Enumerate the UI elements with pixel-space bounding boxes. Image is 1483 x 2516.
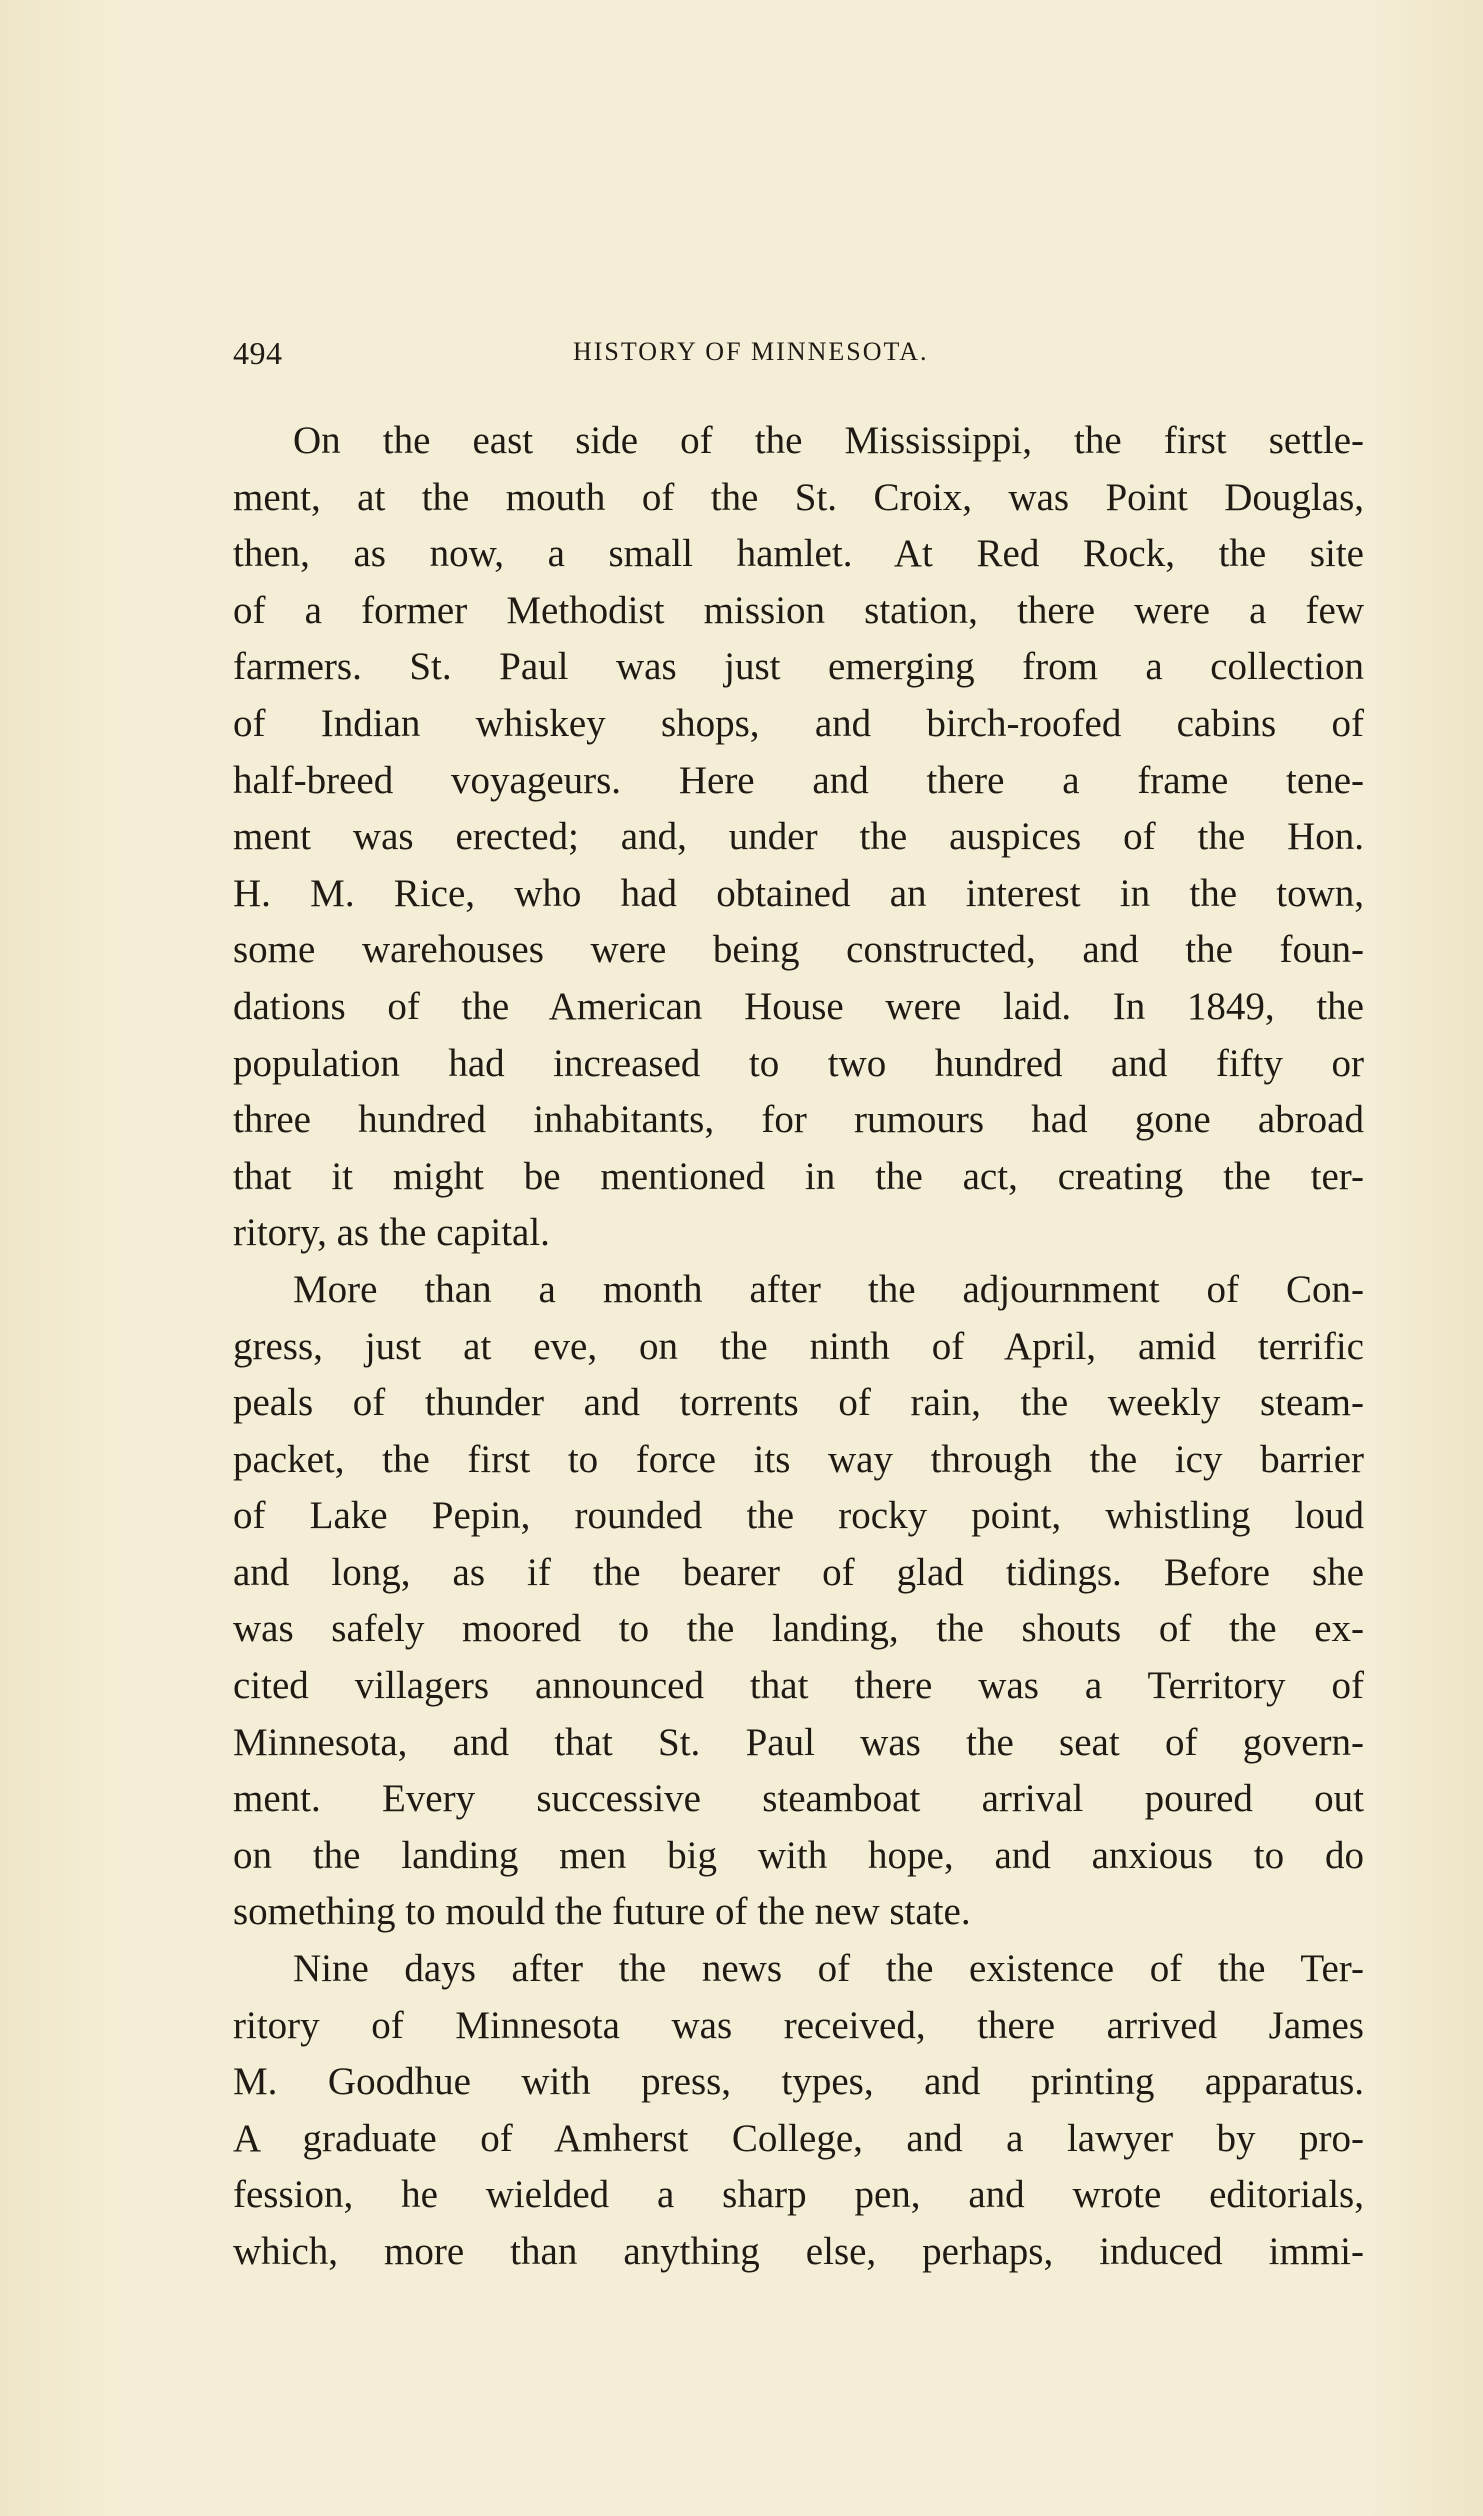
text-line: of Lake Pepin, rounded the rocky point, whistling loud xyxy=(233,1494,1364,1538)
paragraph-3 xyxy=(233,1941,1364,2281)
text-line: ment was erected; and, under the auspices of the Hon. xyxy=(233,815,1364,859)
body-text xyxy=(233,413,1364,2281)
text-line: some warehouses were being constructed, and the foun- xyxy=(233,928,1364,972)
text-line: gress, just at eve, on the ninth of April, amid terrific xyxy=(233,1324,1364,1368)
text-line: that it might be mentioned in the act, creating the ter- xyxy=(233,1154,1364,1198)
text-line: cited villagers announced that there was a Territory of xyxy=(233,1664,1364,1708)
text-line: ritory, as the capital. xyxy=(233,1211,550,1255)
text-line: packet, the first to force its way through the icy barrier xyxy=(233,1437,1364,1481)
text-line: of Indian whiskey shops, and birch-roofed cabins of xyxy=(233,701,1364,745)
text-line: ritory of Minnesota was received, there arrived James xyxy=(233,2003,1364,2047)
text-line: A graduate of Amherst College, and a lawyer by pro- xyxy=(233,2116,1364,2160)
paragraph-1 xyxy=(233,413,1364,1262)
page-number: 494 xyxy=(233,335,283,371)
text-line: which, more than anything else, perhaps, induced immi- xyxy=(233,2230,1364,2273)
page-header xyxy=(233,335,1008,375)
text-line: population had increased to two hundred and fifty or xyxy=(233,1041,1364,1085)
text-line: of a former Methodist mission station, there were a few xyxy=(233,588,1364,632)
text-line: On the east side of the Mississippi, the first settle- xyxy=(293,419,1364,462)
text-line: half-breed voyageurs. Here and there a frame tene- xyxy=(233,758,1364,802)
text-line: Minnesota, and that St. Paul was the seat of govern- xyxy=(233,1720,1364,1764)
paragraph-2 xyxy=(233,1262,1364,1941)
text-line: then, as now, a small hamlet. At Red Rock, the site xyxy=(233,532,1364,576)
text-line: dations of the American House were laid. In 1849, the xyxy=(233,984,1364,1028)
text-line: Nine days after the news of the existence of the Ter- xyxy=(293,1947,1364,1991)
text-line: fession, he wielded a sharp pen, and wrote editorials, xyxy=(233,2173,1364,2217)
text-line: three hundred inhabitants, for rumours had gone abroad xyxy=(233,1098,1364,1142)
text-line: on the landing men big with hope, and anxious to do xyxy=(233,1833,1364,1877)
text-line: and long, as if the bearer of glad tidings. Before she xyxy=(233,1550,1364,1594)
text-line: ment. Every successive steamboat arrival poured out xyxy=(233,1777,1364,1821)
text-line: M. Goodhue with press, types, and printing apparatus. xyxy=(233,2060,1364,2104)
text-line: ment, at the mouth of the St. Croix, was Point Douglas, xyxy=(233,475,1364,519)
text-line: peals of thunder and torrents of rain, the weekly steam- xyxy=(233,1381,1364,1425)
text-line: H. M. Rice, who had obtained an interest in the town, xyxy=(233,871,1364,915)
text-line: was safely moored to the landing, the shouts of the ex- xyxy=(233,1607,1364,1651)
text-line: farmers. St. Paul was just emerging from a collection xyxy=(233,645,1364,689)
text-line: something to mould the future of the new state. xyxy=(233,1890,971,1934)
text-line: More than a month after the adjournment of Con- xyxy=(293,1267,1364,1311)
running-head: HISTORY OF MINNESOTA. xyxy=(573,337,929,366)
